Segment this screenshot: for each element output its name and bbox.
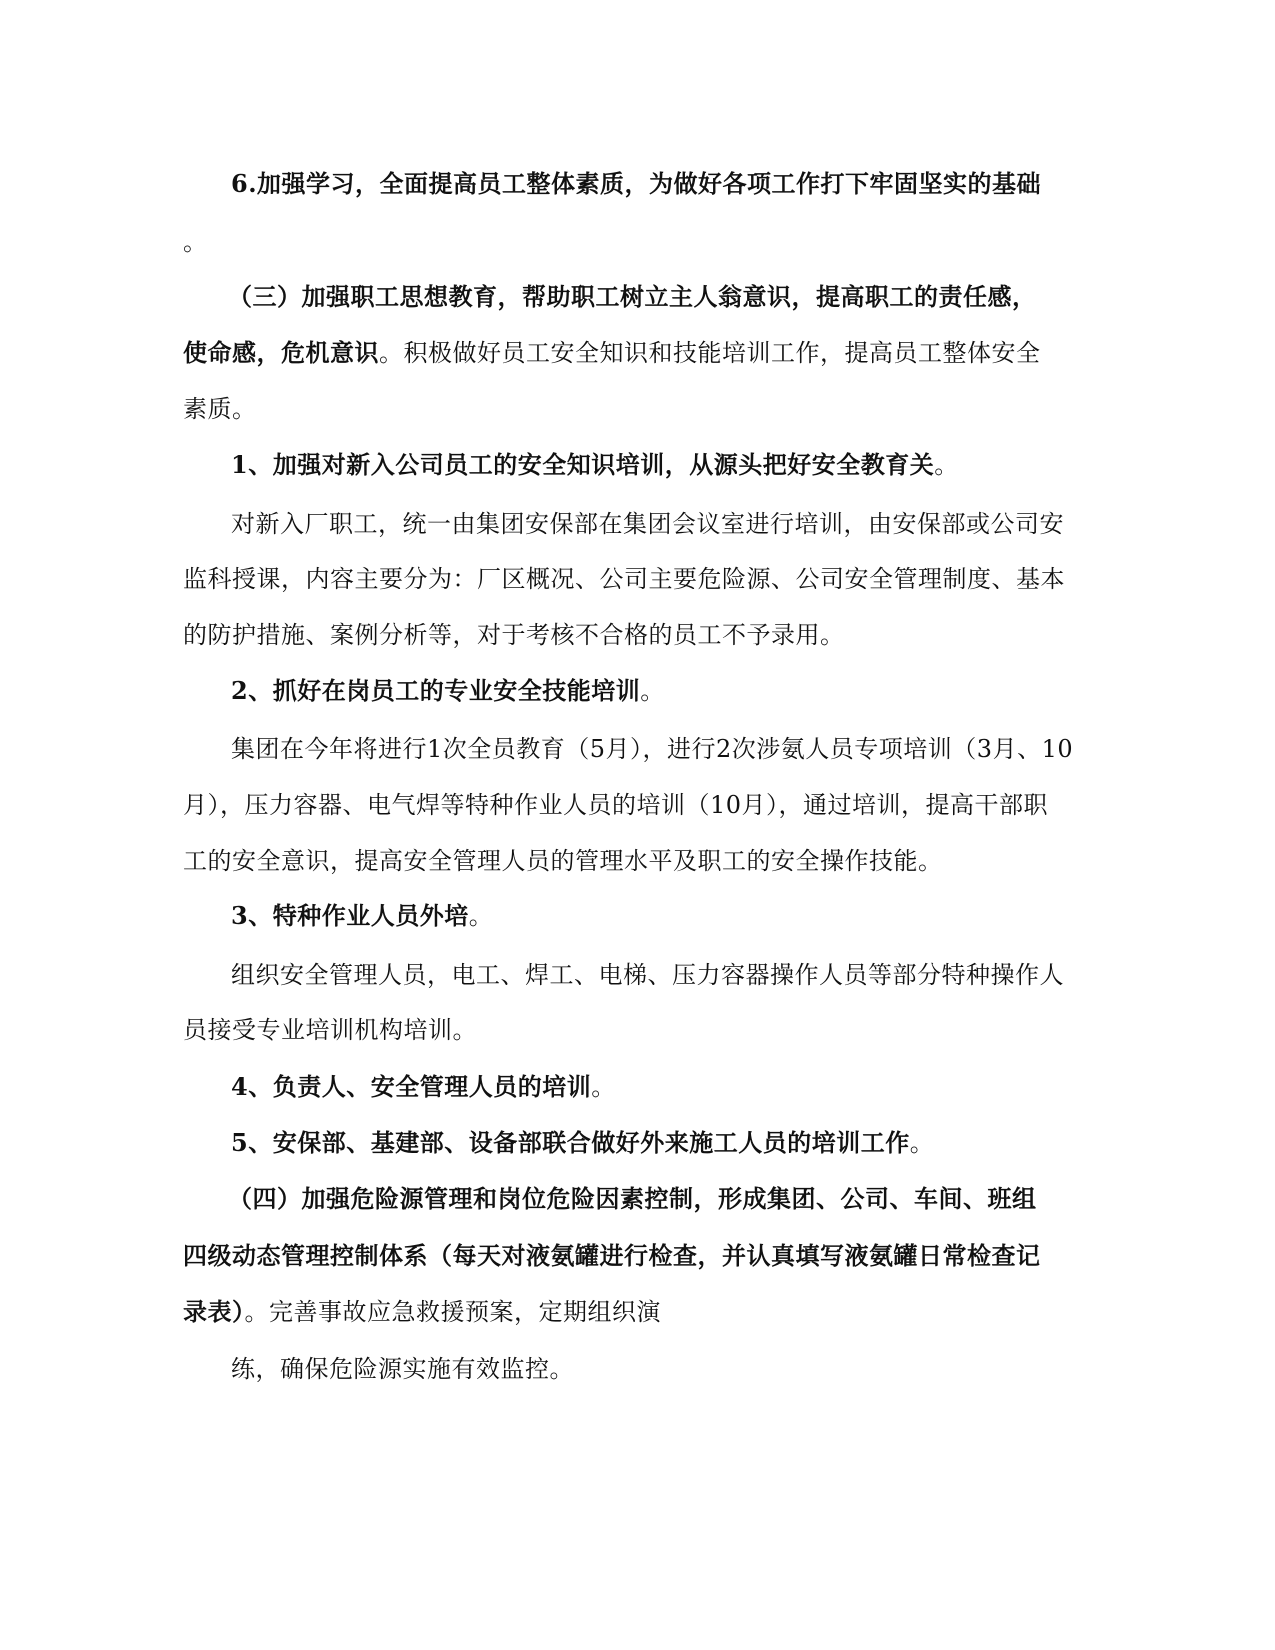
normal-text: 。 (591, 1073, 616, 1101)
bold-text: 3、特种作业人员外培 (231, 901, 469, 930)
paragraph-line: 组织安全管理人员，电工、焊工、电梯、压力容器操作人员等部分特种操作人 (231, 961, 1064, 989)
paragraph-line: 四级动态管理控制体系（每天对液氨罐进行检查，并认真填写液氨罐日常检查记 (183, 1241, 1041, 1270)
list-item-heading (231, 900, 1131, 932)
paragraph-line: 对新入厂职工，统一由集团安保部在集团会议室进行培训，由安保部或公司安 (231, 510, 1064, 538)
paragraph-line: 月），压力容器、电气焊等特种作业人员的培训（10月），通过培训，提高干部职 (183, 791, 1049, 819)
bold-text: 使命感，危机意识 (183, 338, 379, 367)
paragraph-line: 监科授课，内容主要分为：厂区概况、公司主要危险源、公司安全管理制度、基本 (183, 565, 1065, 593)
paragraph-line: 6.加强学习，全面提高员工整体素质，为做好各项工作打下牢固坚实的基础 (231, 169, 1042, 198)
paragraph-line: 的防护措施、案例分析等，对于考核不合格的员工不予录用。 (183, 621, 845, 649)
section-heading-4: （四）加强危险源管理和岗位危险因素控制，形成集团、公司、车间、班组 (228, 1184, 1037, 1213)
normal-text: 。 (640, 677, 665, 705)
paragraph-line: 集团在今年将进行1次全员教育（5月），进行2次涉氨人员专项培训（3月、10 (231, 735, 1074, 763)
paragraph-line: 练，确保危险源实施有效监控。 (231, 1355, 574, 1383)
bold-text: 1、加强对新入公司员工的安全知识培训，从源头把好安全教育关 (231, 450, 935, 479)
normal-text: 。 (934, 451, 959, 479)
list-item-heading (231, 449, 1131, 481)
list-item-heading (231, 1127, 1131, 1159)
paragraph-line: 员接受专业培训机构培训。 (183, 1016, 477, 1044)
paragraph-line (183, 337, 1083, 369)
normal-text: 。完善事故应急救援预案，定期组织演 (244, 1298, 661, 1326)
list-item-heading (231, 1071, 1131, 1103)
normal-text: 。 (468, 902, 494, 930)
paragraph-line: 。 (183, 228, 208, 256)
paragraph-line: 工的安全意识，提高安全管理人员的管理水平及职工的安全操作技能。 (183, 847, 943, 875)
bold-text: 5、安保部、基建部、设备部联合做好外来施工人员的培训工作 (231, 1128, 910, 1157)
list-item-heading (231, 675, 1131, 707)
normal-text: 。 (909, 1129, 935, 1157)
bold-text: 录表） (183, 1297, 245, 1326)
normal-text: 。积极做好员工安全知识和技能培训工作，提高员工整体安全 (379, 339, 1041, 367)
bold-text: 4、负责人、安全管理人员的培训 (231, 1072, 592, 1101)
bold-text: 2、抓好在岗员工的专业安全技能培训 (231, 676, 641, 705)
paragraph-line: 素质。 (183, 395, 257, 423)
paragraph-line (183, 1296, 1083, 1328)
section-heading-3: （三）加强职工思想教育，帮助职工树立主人翁意识，提高职工的责任感， (228, 282, 1037, 311)
